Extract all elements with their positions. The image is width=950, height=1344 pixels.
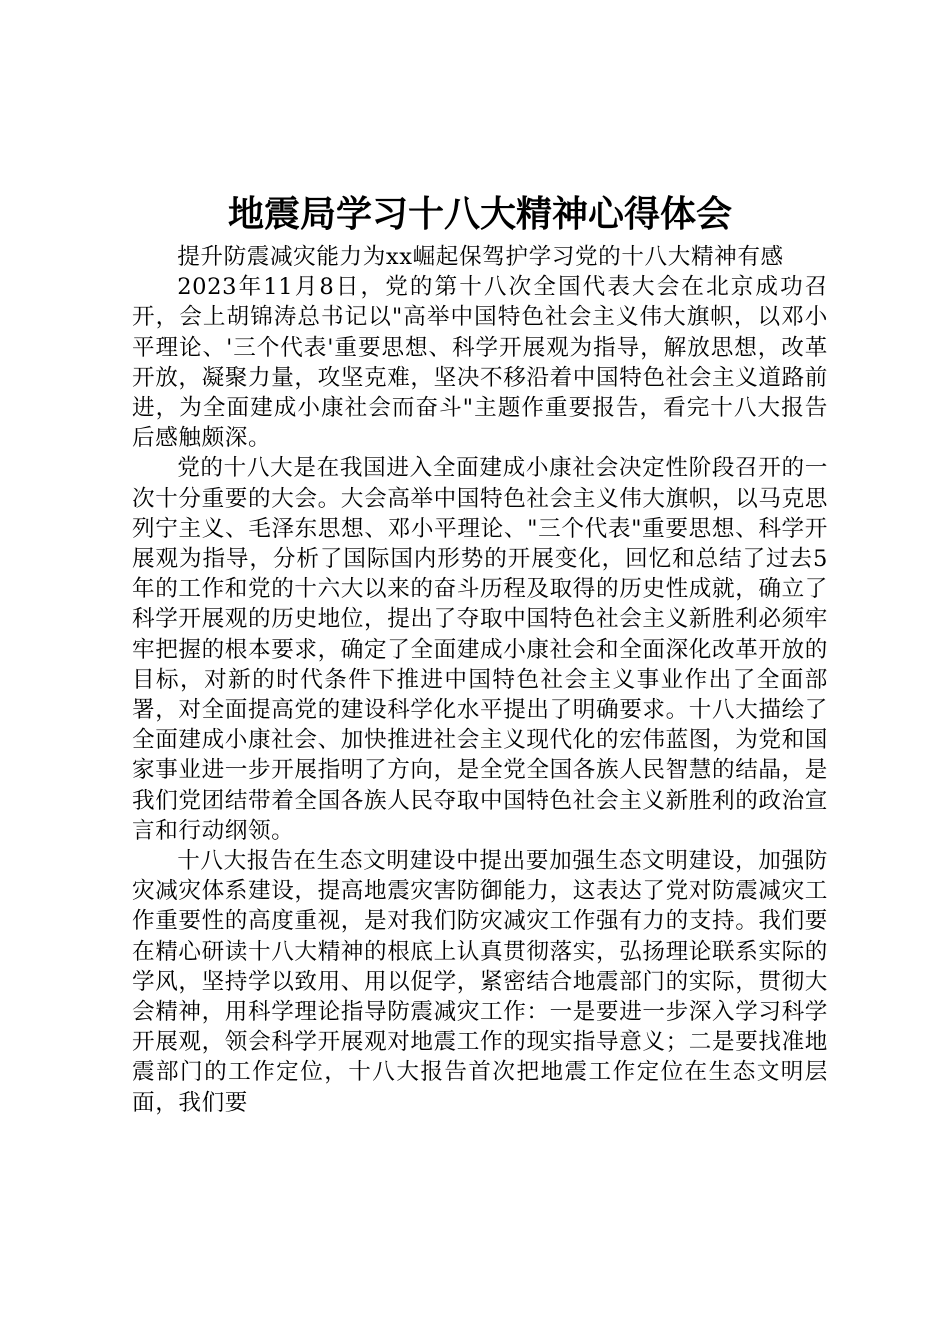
paragraph-disaster-reduction: 十八大报告在生态文明建设中提出要加强生态文明建设，加强防灾减灾体系建设，提高地震灾害防御能力，这表达了党对防震减灾工作重要性的高度重视，是对我们防灾减灾工作强有力的支持。我们要在精心研读十八大精神的根底上认真贯彻落实，弘扬理论联系实际的学风，坚持学以致用、用以促学，紧密结合地震部门的实际，贯彻大会精神，用科学理论指导防震减灾工作：一是要进一步深入学习科学开展观，领会科学开展观对地震工作的现实指导意义；二是要找准地震部门的工作定位，十八大报告首次把地震工作定位在生态文明层面，我们要 [132,848,828,1116]
document-title: 地震局学习十八大精神心得体会 [227,194,732,235]
paragraph-congress-significance: 党的十八大是在我国进入全面建成小康社会决定性阶段召开的一次十分重要的大会。大会高举中国特色社会主义伟大旗帜，以马克思列宁主义、毛泽东思想、邓小平理论、"三个代表"重要思想、科学开展观为指导，分析了国际国内形势的开展变化，回忆和总结了过去5年的工作和党的十六大以来的奋斗历程及取得的历史性成就，确立了科学开展观的历史地位，提出了夺取中国特色社会主义新胜利必须牢牢把握的根本要求，确定了全面建成小康社会和全面深化改革开放的目标，对新的时代条件下推进中国特色社会主义事业作出了全面部署，对全面提高党的建设科学化水平提出了明确要求。十八大描绘了全面建成小康社会、加快推进社会主义现代化的宏伟蓝图，为党和国家事业进一步开展指明了方向，是全党全国各族人民智慧的结晶，是我们党团结带着全国各族人民夺取中国特色社会主义新胜利的政治宣言和行动纲领。 [132,455,828,844]
document-page [132,150,828,1118]
paragraph-congress-opening: 2023年11月8日，党的第十八次全国代表大会在北京成功召开，会上胡锦涛总书记以"高举中国特色社会主义伟大旗帜，以邓小平理论、'三个代表'重要思想、科学开展观为指导，解放思想，改革开放，凝聚力量，攻坚克难，坚决不移沿着中国特色社会主义道路前进，为全面建成小康社会而奋斗"主题作重要报告，看完十八大报告后感触颇深。 [132,274,828,452]
document-subtitle-paragraph: 提升防震减灾能力为xx崛起保驾护学习党的十八大精神有感 [177,244,784,270]
